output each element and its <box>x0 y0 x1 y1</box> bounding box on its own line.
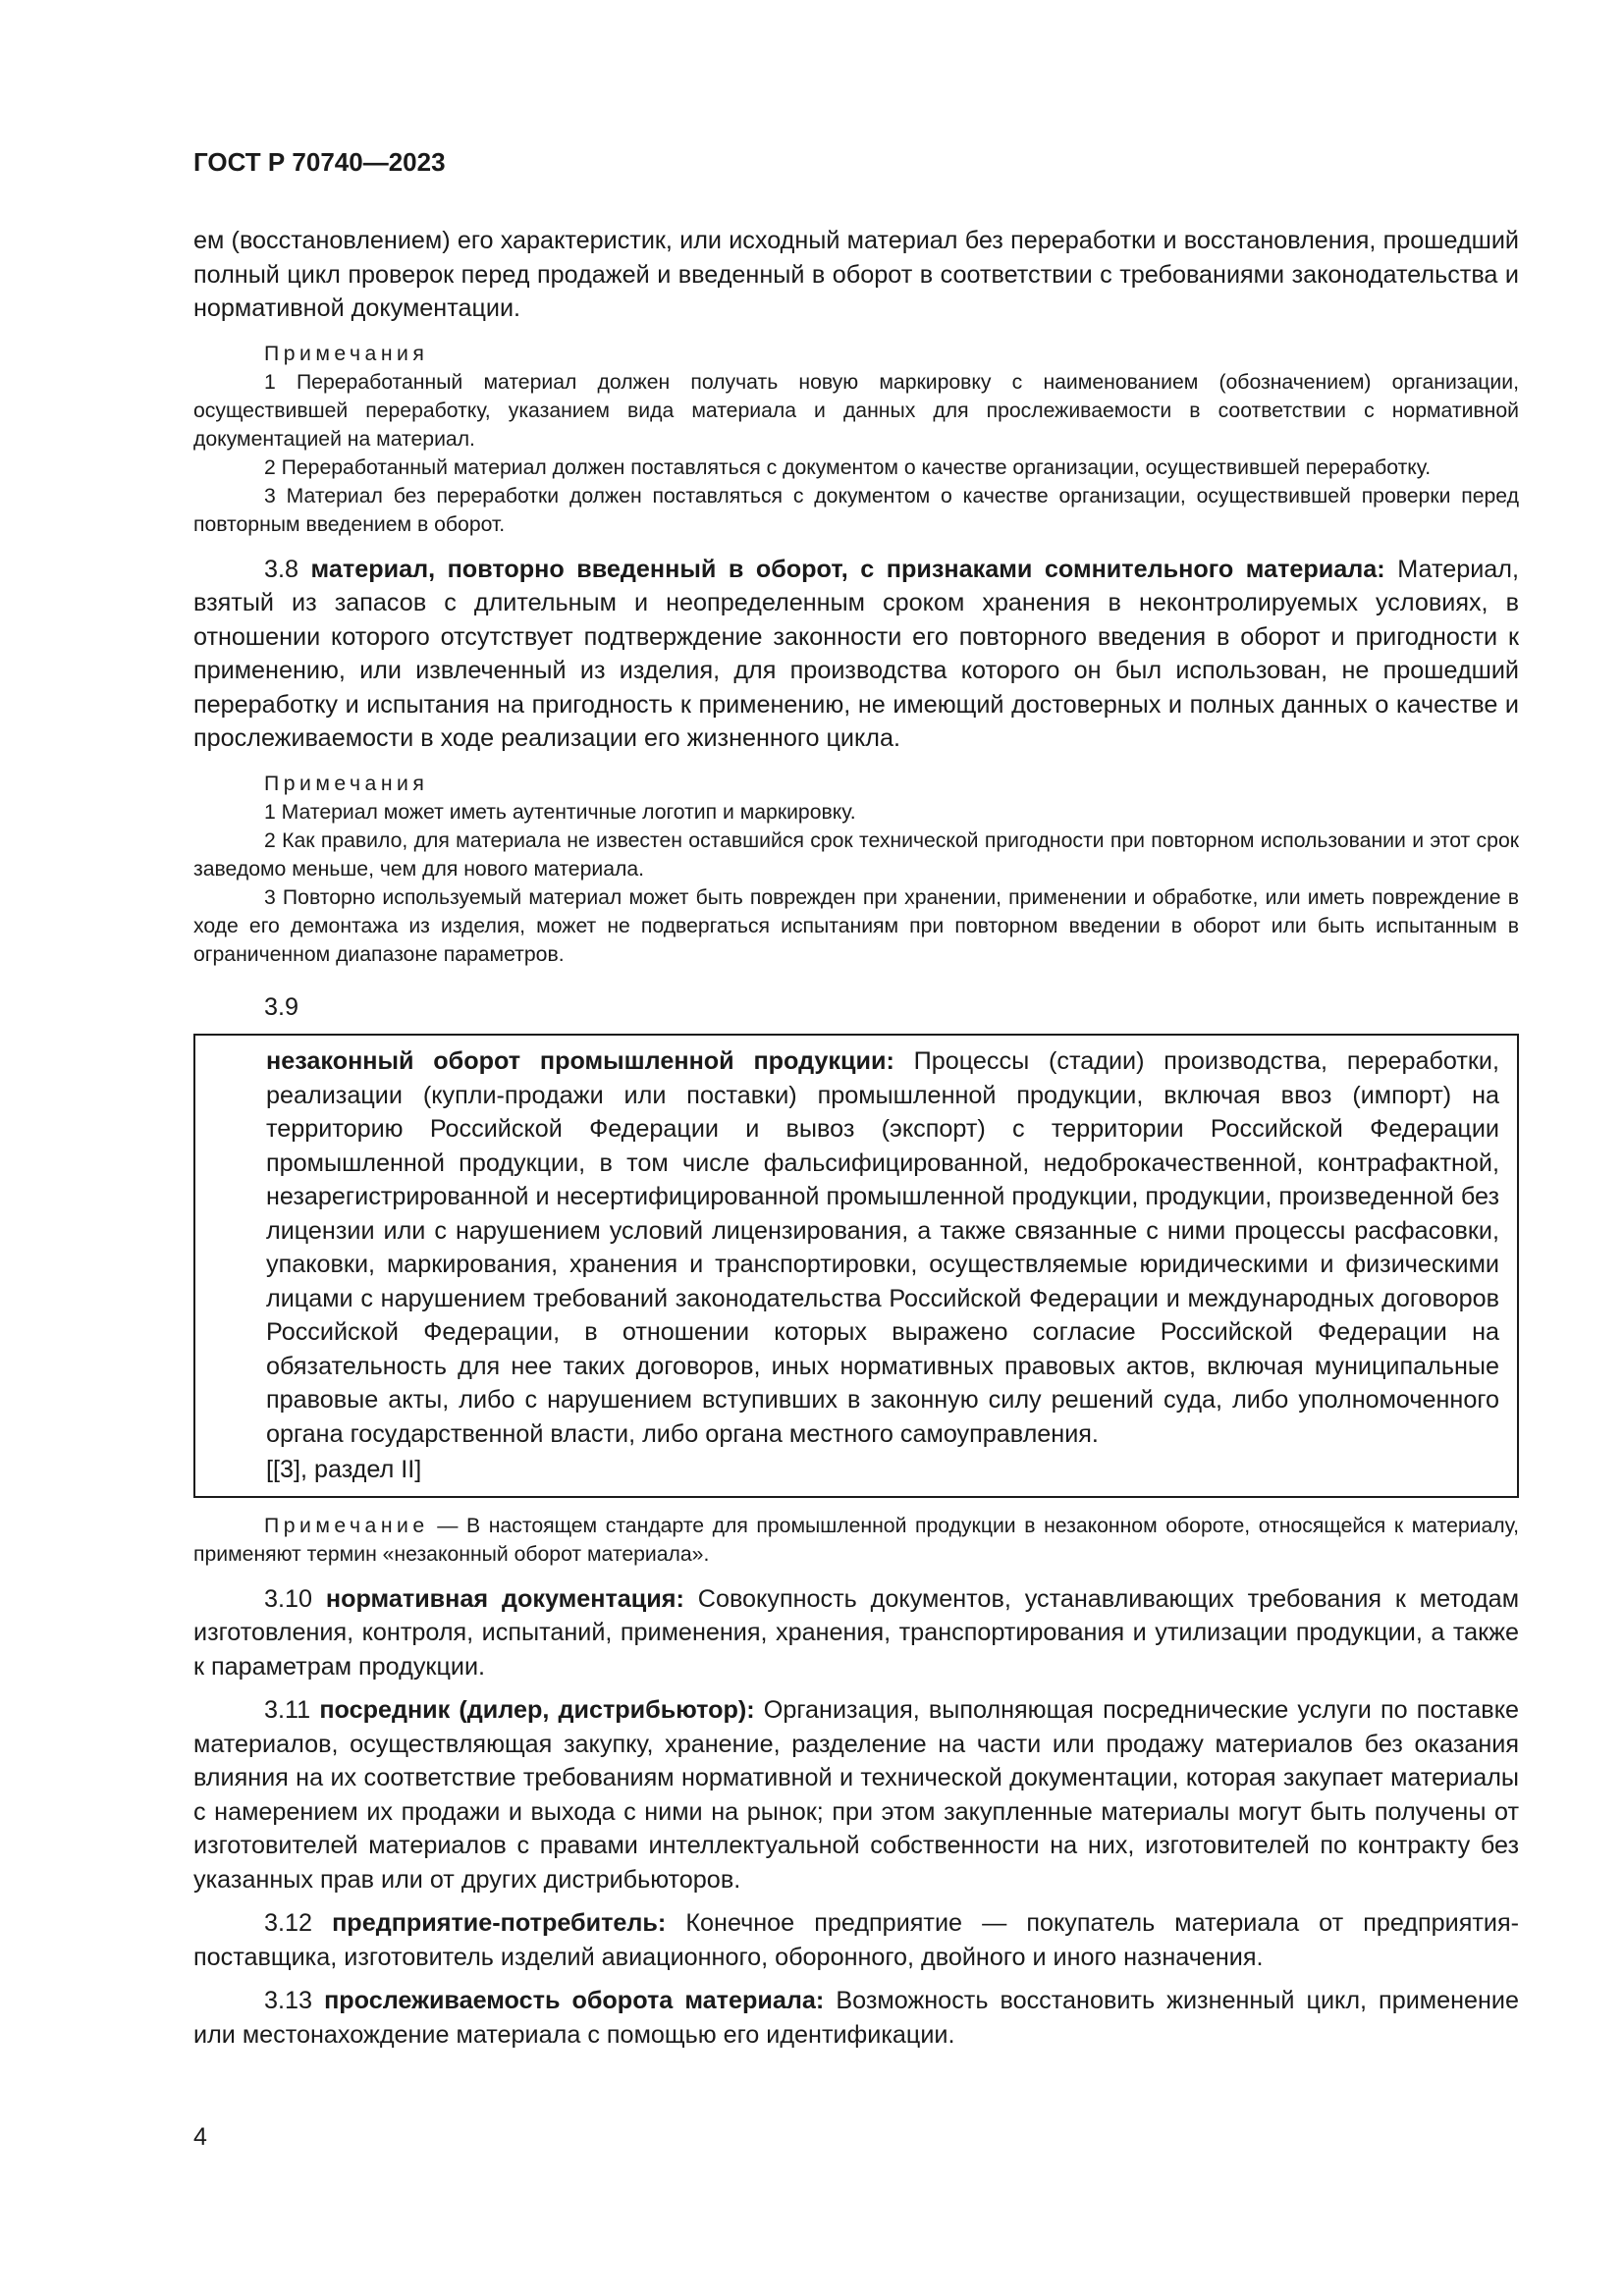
term-title: прослеживаемость оборота материала: <box>324 1987 825 2014</box>
term-definition: Возможность восстановить жизненный цикл, применение или местонахождение материала с помощью его идентификации. <box>193 1987 1520 2049</box>
page-number: 4 <box>193 2123 207 2151</box>
term-3-9 <box>266 1044 1499 1451</box>
term-3-10 <box>193 1582 1519 1684</box>
term-3-9-number: 3.9 <box>264 992 299 1021</box>
term-definition: Совокупность документов, устанавливающих требования к методам изготовления, контроля, испытаний, применения, хранения, транспортирования и утилизации продукции, а также к параметрам продукции. <box>193 1584 1520 1681</box>
note-item: 3 Повторно используемый материал может быть поврежден при хранении, применении и обработке, или иметь повреждение в ходе его демонтажа из изделия, может не подвергаться испытаниям при повторном введении в оборот или быть испытанным в ограниченном диапазоне параметров. <box>193 885 1519 966</box>
term-number: 3.13 <box>264 1987 313 2014</box>
term-title: предприятие-потребитель: <box>332 1909 667 1937</box>
term-definition: Процессы (стадии) производства, переработки, реализации (купли-продажи или поставки) промышленной продукции, включая ввоз (импорт) на территорию Российской Федерации и вывоз (экспорт) с территории Российской Федерации промышленной продукции, в том числе фальсифицированной, недоброкачественной, контрафактной, незарегистрированной и несертифицированной промышленной продукции, продукции, произведенной без лицензии или с нарушением условий лицензирования, а также связанные с ними процессы расфасовки, упаковки, маркирования, хранения и транспортировки, осуществляемые юридическими и физическими лицами с нарушением требований законодательства Российской Федерации и международных договоров Российской Федерации, в отношении которых выражено согласие Российской Федерации на обязательность для нее таких договоров, иных нормативных правовых актов, включая муниципальные правовые акты, либо с нарушением вступивших в законную силу решений суда, либо уполномоченного органа государственной власти, либо органа местного самоуправления. <box>266 1047 1500 1448</box>
term-definition: Конечное предприятие — покупатель материала от предприятия-поставщика, изготовитель изделий авиационного, оборонного, двойного и иного назначения. <box>193 1909 1519 1971</box>
note-item: 2 Переработанный материал должен поставляться с документом о качестве организации, осуществившей переработку. <box>264 455 1432 479</box>
notes-title: Примечания <box>264 342 429 365</box>
term-3-13 <box>193 1984 1519 2052</box>
term-number: 3.10 <box>264 1584 313 1613</box>
note-item: 1 Материал может иметь аутентичные логотип и маркировку. <box>264 800 856 824</box>
term-3-8 <box>193 553 1519 756</box>
notes-block-3-8 <box>193 770 1519 969</box>
note-text: — В настоящем стандарте для промышленной продукции в незаконном обороте, относящейся к материалу, применяют термин «незаконный оборот материала». <box>193 1514 1519 1566</box>
document-body <box>193 224 1519 2052</box>
term-title: посредник (дилер, дистрибьютор): <box>319 1696 755 1724</box>
term-number: 3.8 <box>264 555 299 583</box>
notes-title: Примечания <box>264 772 429 795</box>
term-3-11 <box>193 1693 1519 1896</box>
intro-paragraph: ем (восстановлением) его характеристик, или исходный материал без переработки и восстановления, прошедший полный цикл проверок перед продажей и введенный в оборот в соответствии с требованиями законодательства и нормативной документации. <box>193 227 1519 322</box>
term-3-9-box <box>193 1034 1519 1498</box>
term-definition: Материал, взятый из запасов с длительным и неопределенным сроком хранения в неконтролируемых условиях, в отношении которого отсутствует подтверждение законности его повторного введения в оборот и пригодности к применению, или извлеченный из изделия, для производства которого он был использован, не прошедший переработку и испытания на пригодность к применению, не имеющий достоверных и полных данных о качестве и прослеживаемости в ходе реализации его жизненного цикла. <box>193 555 1519 752</box>
term-number: 3.11 <box>264 1696 311 1724</box>
term-source-reference: [[3], раздел II] <box>266 1456 422 1483</box>
note-item: 3 Материал без переработки должен поставляться с документом о качестве организации, осуществившей проверки перед повторным введением в оборот. <box>193 484 1519 536</box>
note-item: 2 Как правило, для материала не известен оставшийся срок технической пригодности при повторном использовании и этот срок заведомо меньше, чем для нового материала. <box>193 828 1519 881</box>
notes-block-3-7 <box>193 340 1519 539</box>
document-header: ГОСТ Р 70740—2023 <box>193 147 446 177</box>
term-title: материал, повторно введенный в оборот, с признаками сомнительного материала: <box>310 555 1385 583</box>
term-title: нормативная документация: <box>325 1584 684 1613</box>
note-item: 1 Переработанный материал должен получать новую маркировку с наименованием (обозначением) организации, осуществившей переработку, указанием вида материала и данных для прослеживаемости в соответствии с нормативной документацией на материал. <box>193 370 1519 451</box>
note-label: Примечание <box>264 1514 429 1537</box>
term-title: незаконный оборот промышленной продукции: <box>266 1047 894 1075</box>
term-definition: Организация, выполняющая посреднические услуги по поставке материалов, осуществляющая закупку, хранение, разделение на части или продажу материалов без оказания влияния на их соответствие требованиям нормативной и технической документации, которая закупает материалы с намерением их продажи и выхода с ними на рынок; при этом закупленные материалы могут быть получены от изготовителей материалов с правами интеллектуальной собственности на них, изготовителей по контракту без указанных прав или от других дистрибьюторов. <box>193 1696 1520 1894</box>
note-3-9 <box>193 1512 1519 1569</box>
term-3-12 <box>193 1906 1519 1974</box>
term-number: 3.12 <box>264 1909 313 1937</box>
